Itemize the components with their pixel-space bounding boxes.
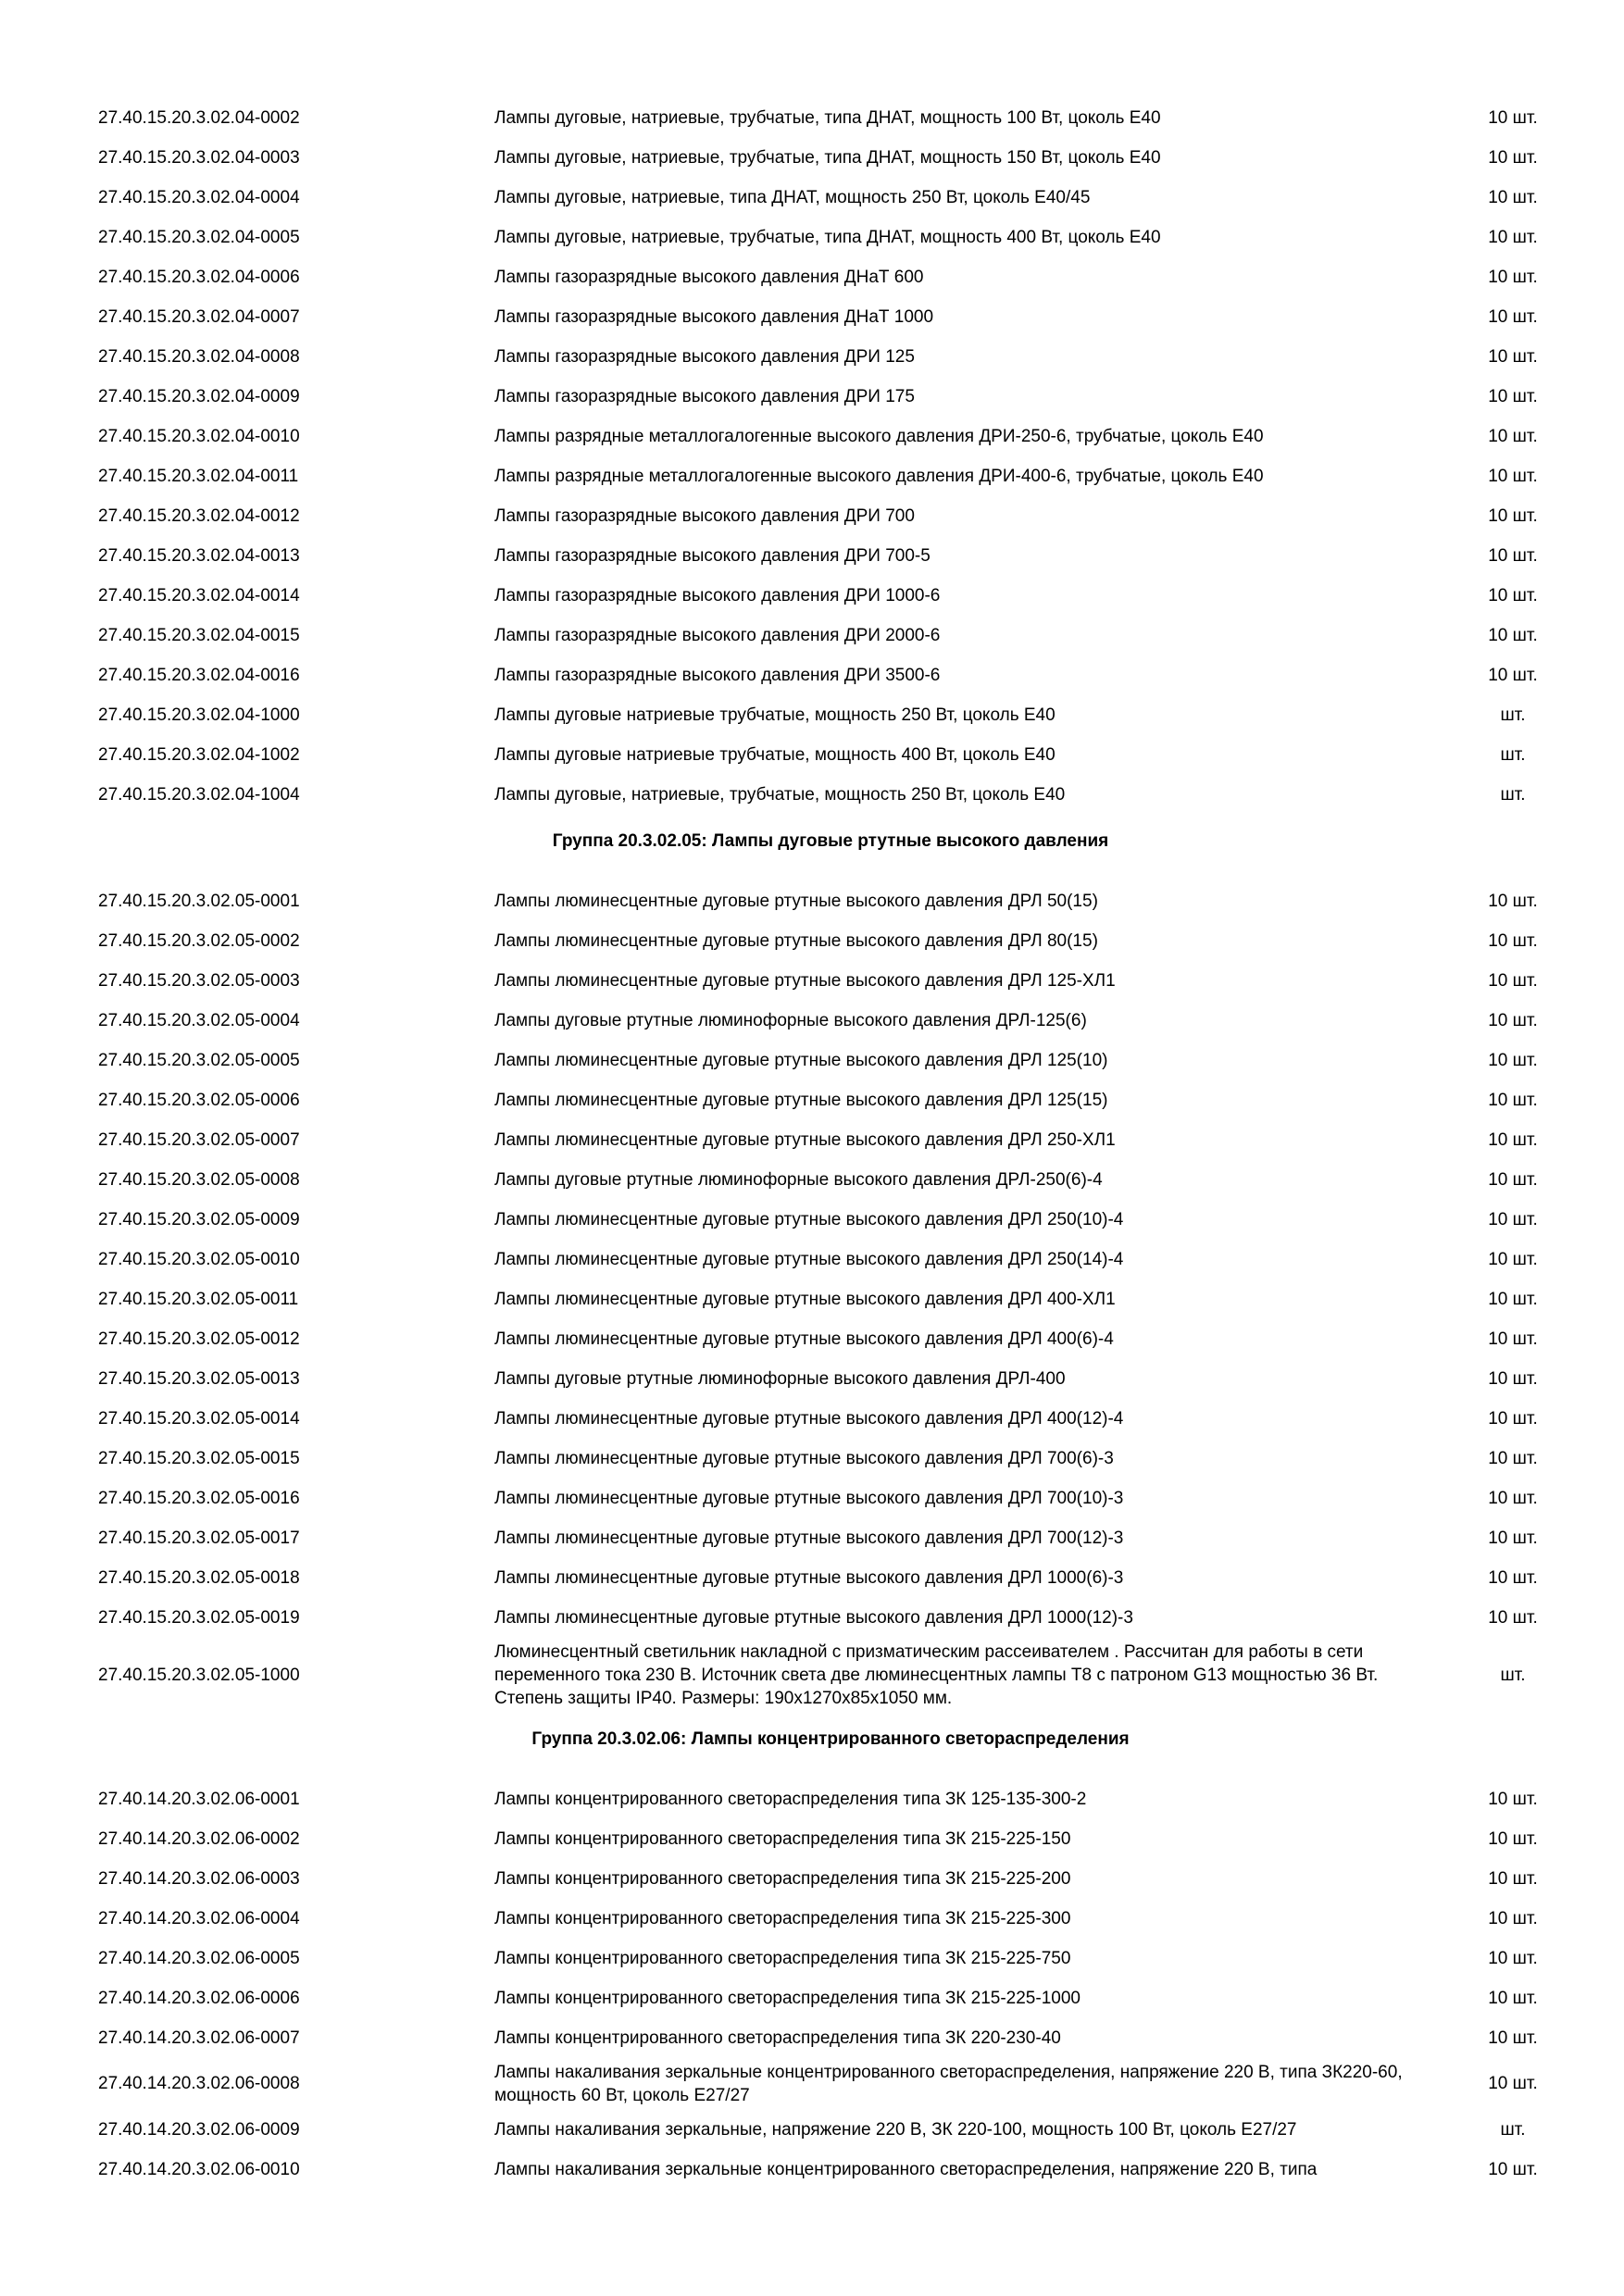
row-code: 27.40.15.20.3.02.04-0011 (98, 466, 299, 486)
document-page (0, 98, 1624, 2190)
row-unit: 10 шт. (1488, 1607, 1538, 1628)
row-name: Лампы люминесцентные дуговые ртутные высокого давления ДРЛ 1000(6)-3 (494, 1567, 1124, 1588)
row-code: 27.40.15.20.3.02.05-0019 (98, 1607, 300, 1628)
row-name: Лампы накаливания зеркальные концентрированного светораспределения, напряжение 220 В, типа ЗК220-60, мощность 60 Вт, цоколь Е27/27 (494, 2063, 1403, 2105)
table-row (0, 297, 1624, 337)
table-row (0, 1160, 1624, 1200)
row-name: Лампы люминесцентные дуговые ртутные высокого давления ДРЛ 125-ХЛ1 (494, 970, 1116, 991)
row-code: 27.40.14.20.3.02.06-0002 (98, 1828, 300, 1849)
row-code: 27.40.15.20.3.02.04-0007 (98, 306, 300, 327)
table-row (0, 921, 1624, 961)
table-row (0, 881, 1624, 921)
row-name: Лампы газоразрядные высокого давления ДРИ 1000-6 (494, 585, 941, 605)
row-name: Лампы концентрированного светораспределения типа ЗК 220-230-40 (494, 2028, 1061, 2048)
row-code: 27.40.15.20.3.02.05-0010 (98, 1249, 300, 1269)
row-name: Лампы концентрированного светораспределения типа ЗК 125-135-300-2 (494, 1789, 1087, 1809)
row-name: Лампы люминесцентные дуговые ртутные высокого давления ДРЛ 400(6)-4 (494, 1329, 1114, 1349)
row-unit: 10 шт. (1488, 466, 1538, 486)
row-name: Лампы газоразрядные высокого давления ДНаТ 1000 (494, 306, 934, 327)
table-row (0, 1359, 1624, 1399)
table-row (0, 1598, 1624, 1638)
row-code: 27.40.15.20.3.02.05-0018 (98, 1567, 300, 1588)
table-row (0, 2150, 1624, 2190)
row-name: Лампы газоразрядные высокого давления ДРИ 700 (494, 505, 915, 526)
table-row (0, 257, 1624, 297)
row-code: 27.40.14.20.3.02.06-0005 (98, 1948, 300, 1968)
table-row (0, 1319, 1624, 1359)
row-code: 27.40.15.20.3.02.04-0002 (98, 107, 300, 128)
table-row (0, 735, 1624, 775)
row-unit: 10 шт. (1488, 1090, 1538, 1110)
row-name: Лампы разрядные металлогалогенные высокого давления ДРИ-400-6, трубчатые, цоколь Е40 (494, 466, 1264, 486)
row-name: Лампы газоразрядные высокого давления ДНаТ 600 (494, 267, 924, 287)
row-name: Лампы газоразрядные высокого давления ДРИ 175 (494, 386, 915, 406)
row-name: Лампы концентрированного светораспределения типа ЗК 215-225-300 (494, 1908, 1071, 1928)
row-unit: 10 шт. (1488, 1948, 1538, 1968)
row-unit: шт. (1500, 705, 1526, 725)
row-code: 27.40.15.20.3.02.05-0004 (98, 1010, 300, 1030)
table-row (0, 536, 1624, 576)
row-unit: 10 шт. (1488, 2159, 1538, 2179)
table-row (0, 1001, 1624, 1041)
row-code: 27.40.15.20.3.02.05-0013 (98, 1368, 300, 1389)
row-code: 27.40.15.20.3.02.05-0014 (98, 1408, 300, 1429)
row-name: Лампы дуговые, натриевые, трубчатые, типа ДНАТ, мощность 400 Вт, цоколь Е40 (494, 227, 1161, 247)
table-row (0, 1080, 1624, 1120)
row-code: 27.40.15.20.3.02.05-0015 (98, 1448, 300, 1468)
row-unit: 10 шт. (1488, 187, 1538, 207)
row-unit: 10 шт. (1488, 267, 1538, 287)
table-row (0, 1518, 1624, 1558)
row-code: 27.40.14.20.3.02.06-0009 (98, 2119, 300, 2140)
row-name: Лампы люминесцентные дуговые ртутные высокого давления ДРЛ 125(10) (494, 1050, 1108, 1070)
table-row (0, 655, 1624, 695)
row-unit: 10 шт. (1488, 1209, 1538, 1229)
table-row (0, 695, 1624, 735)
row-name: Лампы люминесцентные дуговые ртутные высокого давления ДРЛ 700(12)-3 (494, 1528, 1124, 1548)
row-unit: шт. (1500, 744, 1526, 765)
table-row (0, 775, 1624, 815)
row-unit: 10 шт. (1488, 1368, 1538, 1389)
row-code: 27.40.15.20.3.02.04-0005 (98, 227, 300, 247)
row-name: Лампы разрядные металлогалогенные высокого давления ДРИ-250-6, трубчатые, цоколь Е40 (494, 426, 1264, 446)
row-name: Лампы накаливания зеркальные концентрированного светораспределения, напряжение 220 В, типа (494, 2159, 1318, 2179)
row-unit: 10 шт. (1488, 386, 1538, 406)
table-row (0, 1279, 1624, 1319)
table-row (0, 218, 1624, 257)
row-name: Лампы люминесцентные дуговые ртутные высокого давления ДРЛ 125(15) (494, 1090, 1108, 1110)
table-row (0, 1120, 1624, 1160)
row-name: Лампы газоразрядные высокого давления ДРИ 125 (494, 346, 915, 367)
row-unit: 10 шт. (1488, 1567, 1538, 1588)
row-name: Лампы люминесцентные дуговые ртутные высокого давления ДРЛ 80(15) (494, 930, 1098, 951)
table-row (0, 178, 1624, 218)
row-name: Лампы люминесцентные дуговые ртутные высокого давления ДРЛ 250-ХЛ1 (494, 1129, 1116, 1150)
row-unit: 10 шт. (1488, 147, 1538, 168)
row-code: 27.40.15.20.3.02.04-0008 (98, 346, 300, 367)
table-row (0, 98, 1624, 138)
row-code: 27.40.15.20.3.02.04-0009 (98, 386, 300, 406)
row-name: Лампы дуговые натриевые трубчатые, мощность 400 Вт, цоколь Е40 (494, 744, 1056, 765)
row-code: 27.40.14.20.3.02.06-0001 (98, 1789, 300, 1809)
row-unit: 10 шт. (1488, 306, 1538, 327)
row-name: Лампы дуговые, натриевые, трубчатые, типа ДНАТ, мощность 100 Вт, цоколь Е40 (494, 107, 1161, 128)
row-unit: 10 шт. (1488, 625, 1538, 645)
row-unit: шт. (1500, 1665, 1526, 1685)
table-row (0, 2018, 1624, 2058)
row-name: Лампы дуговые натриевые трубчатые, мощность 250 Вт, цоколь Е40 (494, 705, 1056, 725)
row-name: Лампы газоразрядные высокого давления ДРИ 3500-6 (494, 665, 941, 685)
row-code: 27.40.15.20.3.02.04-0014 (98, 585, 300, 605)
row-code: 27.40.14.20.3.02.06-0006 (98, 1988, 300, 2008)
row-code: 27.40.15.20.3.02.04-0006 (98, 267, 300, 287)
row-unit: 10 шт. (1488, 1528, 1538, 1548)
row-unit: 10 шт. (1488, 1448, 1538, 1468)
table-row (0, 2110, 1624, 2150)
table-row (0, 138, 1624, 178)
row-unit: 10 шт. (1488, 1329, 1538, 1349)
row-name: Люминесцентный светильник накладной с призматическим рассеивателем . Рассчитан для работы в сети переменного тока 230 В. Источник света две люминесцентных лампы Т8 с патроном G13 мощностью 36 Вт. Степень защиты IP40. Размеры: 190х1270х85х1050 мм. (494, 1642, 1379, 1708)
row-code: 27.40.14.20.3.02.06-0004 (98, 1908, 300, 1928)
table-row (0, 1041, 1624, 1080)
table-row (0, 1439, 1624, 1479)
table-row (0, 576, 1624, 616)
row-unit: 10 шт. (1488, 2028, 1538, 2048)
row-code: 27.40.15.20.3.02.04-0010 (98, 426, 300, 446)
table-row (0, 1479, 1624, 1518)
row-unit: 10 шт. (1488, 1408, 1538, 1429)
row-name: Лампы концентрированного светораспределения типа ЗК 215-225-750 (494, 1948, 1071, 1968)
row-unit: 10 шт. (1488, 1129, 1538, 1150)
row-code: 27.40.15.20.3.02.05-0005 (98, 1050, 300, 1070)
row-code: 27.40.15.20.3.02.04-0016 (98, 665, 300, 685)
row-unit: 10 шт. (1488, 1249, 1538, 1269)
row-unit: шт. (1500, 2119, 1526, 2140)
row-code: 27.40.15.20.3.02.04-1002 (98, 744, 300, 765)
row-name: Лампы люминесцентные дуговые ртутные высокого давления ДРЛ 250(14)-4 (494, 1249, 1124, 1269)
row-code: 27.40.14.20.3.02.06-0010 (98, 2159, 300, 2179)
row-code: 27.40.15.20.3.02.04-1004 (98, 784, 300, 805)
group-heading: Группа 20.3.02.05: Лампы дуговые ртутные высокого давления (552, 831, 1109, 851)
row-name: Лампы люминесцентные дуговые ртутные высокого давления ДРЛ 400-ХЛ1 (494, 1289, 1116, 1309)
row-unit: 10 шт. (1488, 970, 1538, 991)
row-unit: 10 шт. (1488, 1010, 1538, 1030)
table-row (0, 1978, 1624, 2018)
row-code: 27.40.15.20.3.02.05-0003 (98, 970, 300, 991)
table-row (0, 496, 1624, 536)
row-unit: 10 шт. (1488, 1488, 1538, 1508)
row-name: Лампы люминесцентные дуговые ртутные высокого давления ДРЛ 250(10)-4 (494, 1209, 1124, 1229)
row-unit: 10 шт. (1488, 426, 1538, 446)
row-name: Лампы концентрированного светораспределения типа ЗК 215-225-150 (494, 1828, 1071, 1849)
row-name: Лампы люминесцентные дуговые ртутные высокого давления ДРЛ 1000(12)-3 (494, 1607, 1133, 1628)
table-row (0, 961, 1624, 1001)
row-code: 27.40.15.20.3.02.04-1000 (98, 705, 300, 725)
table-row (0, 377, 1624, 417)
row-unit: 10 шт. (1488, 107, 1538, 128)
row-name: Лампы дуговые ртутные люминофорные высокого давления ДРЛ-250(6)-4 (494, 1169, 1103, 1190)
table-row (0, 337, 1624, 377)
row-name: Лампы газоразрядные высокого давления ДРИ 2000-6 (494, 625, 941, 645)
row-code: 27.40.15.20.3.02.05-0017 (98, 1528, 300, 1548)
row-name: Лампы концентрированного светораспределения типа ЗК 215-225-1000 (494, 1988, 1081, 2008)
row-code: 27.40.15.20.3.02.04-0013 (98, 545, 300, 566)
table-row (0, 1399, 1624, 1439)
row-code: 27.40.15.20.3.02.05-0007 (98, 1129, 300, 1150)
row-unit: 10 шт. (1488, 1169, 1538, 1190)
row-unit: шт. (1500, 784, 1526, 805)
row-unit: 10 шт. (1488, 1789, 1538, 1809)
row-code: 27.40.15.20.3.02.04-0004 (98, 187, 300, 207)
row-code: 27.40.15.20.3.02.05-0016 (98, 1488, 300, 1508)
table-row (0, 1638, 1624, 1713)
row-code: 27.40.14.20.3.02.06-0008 (98, 2074, 300, 2093)
row-code: 27.40.14.20.3.02.06-0003 (98, 1868, 300, 1889)
row-unit: 10 шт. (1488, 1828, 1538, 1849)
row-code: 27.40.15.20.3.02.05-0002 (98, 930, 300, 951)
row-unit: 10 шт. (1488, 1908, 1538, 1928)
table-row (0, 456, 1624, 496)
row-unit: 10 шт. (1488, 1050, 1538, 1070)
row-code: 27.40.15.20.3.02.05-0006 (98, 1090, 300, 1110)
row-name: Лампы дуговые ртутные люминофорные высокого давления ДРЛ-125(6) (494, 1010, 1087, 1030)
row-code: 27.40.15.20.3.02.05-0001 (98, 891, 300, 911)
table-row (0, 1200, 1624, 1240)
row-code: 27.40.15.20.3.02.05-0012 (98, 1329, 300, 1349)
row-name: Лампы газоразрядные высокого давления ДРИ 700-5 (494, 545, 931, 566)
table-row (0, 1819, 1624, 1859)
row-code: 27.40.15.20.3.02.04-0003 (98, 147, 300, 168)
row-name: Лампы дуговые ртутные люминофорные высокого давления ДРЛ-400 (494, 1368, 1066, 1389)
table-row (0, 1779, 1624, 1819)
row-unit: 10 шт. (1488, 346, 1538, 367)
table-row (0, 1859, 1624, 1899)
row-name: Лампы люминесцентные дуговые ртутные высокого давления ДРЛ 700(10)-3 (494, 1488, 1124, 1508)
row-code: 27.40.15.20.3.02.05-0011 (98, 1289, 299, 1309)
row-unit: 10 шт. (1488, 1289, 1538, 1309)
row-unit: 10 шт. (1488, 2074, 1538, 2093)
group-heading: Группа 20.3.02.06: Лампы концентрированного светораспределения (531, 1729, 1130, 1749)
row-code: 27.40.15.20.3.02.05-0008 (98, 1169, 300, 1190)
row-code: 27.40.15.20.3.02.04-0012 (98, 505, 300, 526)
table-row (0, 1939, 1624, 1978)
row-name: Лампы концентрированного светораспределения типа ЗК 215-225-200 (494, 1868, 1071, 1889)
row-unit: 10 шт. (1488, 665, 1538, 685)
table-row (0, 616, 1624, 655)
row-name: Лампы дуговые, натриевые, трубчатые, типа ДНАТ, мощность 150 Вт, цоколь Е40 (494, 147, 1161, 168)
row-unit: 10 шт. (1488, 585, 1538, 605)
row-unit: 10 шт. (1488, 505, 1538, 526)
table-row (0, 1558, 1624, 1598)
row-name: Лампы люминесцентные дуговые ртутные высокого давления ДРЛ 50(15) (494, 891, 1098, 911)
row-unit: 10 шт. (1488, 1988, 1538, 2008)
row-unit: 10 шт. (1488, 891, 1538, 911)
row-unit: 10 шт. (1488, 1868, 1538, 1889)
row-name: Лампы дуговые, натриевые, типа ДНАТ, мощность 250 Вт, цоколь Е40/45 (494, 187, 1091, 207)
row-code: 27.40.15.20.3.02.05-0009 (98, 1209, 300, 1229)
row-code: 27.40.15.20.3.02.04-0015 (98, 625, 300, 645)
row-code: 27.40.14.20.3.02.06-0007 (98, 2028, 300, 2048)
row-unit: 10 шт. (1488, 545, 1538, 566)
table-row (0, 2058, 1624, 2110)
row-name: Лампы накаливания зеркальные, напряжение 220 В, ЗК 220-100, мощность 100 Вт, цоколь Е27/27 (494, 2119, 1297, 2140)
row-name: Лампы люминесцентные дуговые ртутные высокого давления ДРЛ 700(6)-3 (494, 1448, 1114, 1468)
table-row (0, 1240, 1624, 1279)
row-unit: 10 шт. (1488, 227, 1538, 247)
table-row (0, 1899, 1624, 1939)
row-name: Лампы люминесцентные дуговые ртутные высокого давления ДРЛ 400(12)-4 (494, 1408, 1124, 1429)
table-row (0, 417, 1624, 456)
row-name: Лампы дуговые, натриевые, трубчатые, мощность 250 Вт, цоколь Е40 (494, 784, 1066, 805)
row-code: 27.40.15.20.3.02.05-1000 (98, 1665, 300, 1685)
row-unit: 10 шт. (1488, 930, 1538, 951)
